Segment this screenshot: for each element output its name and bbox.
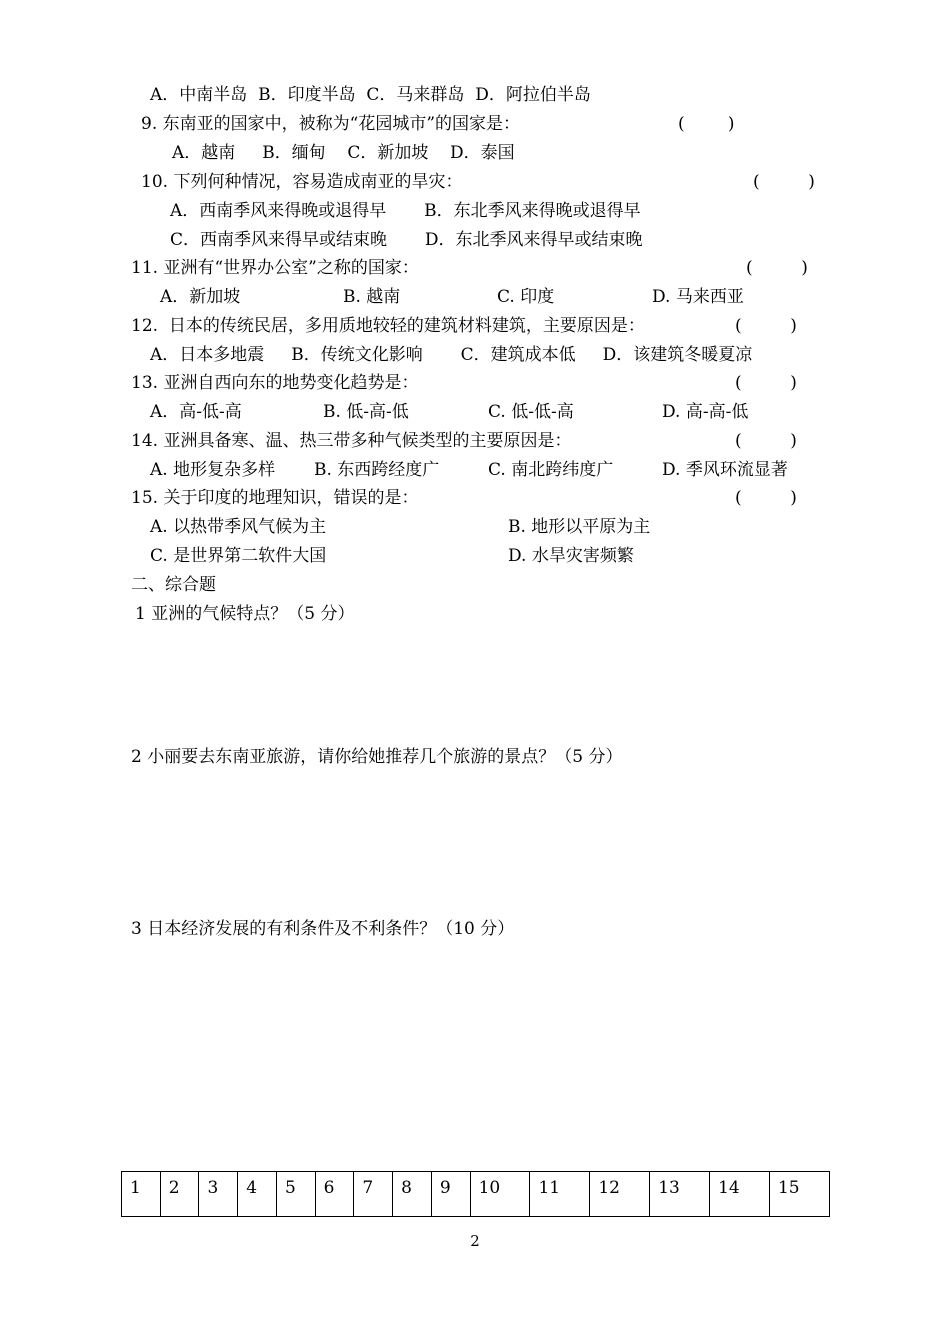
q15-answer-blank: ( ) <box>735 488 797 508</box>
essay-question-1: 1 亚洲的气候特点？（5 分） <box>135 604 355 624</box>
q14-option-a: A. 地形复杂多样 <box>150 460 276 480</box>
q15-option-d: D. 水旱灾害频繁 <box>508 546 634 566</box>
q14-answer-blank: ( ) <box>735 431 797 451</box>
answer-cell-7[interactable]: 7 <box>354 1172 393 1217</box>
q14-option-c: C. 南北跨纬度广 <box>488 460 614 480</box>
q15-stem: 15. 关于印度的地理知识，错误的是： <box>131 488 419 508</box>
q14-option-d: D. 季风环流显著 <box>662 460 788 480</box>
q11-option-c: C. 印度 <box>497 287 555 307</box>
q12-options: A．日本多地震 B．传统文化影响 C．建筑成本低 D．该建筑冬暖夏凉 <box>150 345 753 365</box>
q9-options: A．越南 B．缅甸 C．新加坡 D．泰国 <box>172 143 515 163</box>
q9-answer-blank: ( ) <box>678 114 735 134</box>
answer-cell-9[interactable]: 9 <box>431 1172 470 1217</box>
q13-answer-blank: ( ) <box>735 373 797 393</box>
answer-cell-1[interactable]: 1 <box>122 1172 161 1217</box>
q15-option-a: A. 以热带季风气候为主 <box>150 517 327 537</box>
essay-question-3: 3 日本经济发展的有利条件及不利条件？（10 分） <box>131 919 515 939</box>
essay-question-2: 2 小丽要去东南亚旅游，请你给她推荐几个旅游的景点？（5 分） <box>131 747 623 767</box>
section-heading: 二、综合题 <box>131 575 216 595</box>
q15-option-c: C. 是世界第二软件大国 <box>150 546 327 566</box>
q13-option-c: C. 低-低-高 <box>488 402 574 422</box>
q11-option-a: A．新加坡 <box>160 287 241 307</box>
answer-cell-6[interactable]: 6 <box>315 1172 354 1217</box>
q13-stem: 13. 亚洲自西向东的地势变化趋势是： <box>131 373 419 393</box>
answer-cell-10[interactable]: 10 <box>470 1172 530 1217</box>
answer-cell-14[interactable]: 14 <box>710 1172 770 1217</box>
answer-cell-15[interactable]: 15 <box>769 1172 829 1217</box>
q10-answer-blank: ( ) <box>753 172 815 192</box>
q10-options-cd: C．西南季风来得早或结束晚 D．东北季风来得早或结束晚 <box>170 230 643 250</box>
answer-cell-4[interactable]: 4 <box>238 1172 277 1217</box>
q11-option-d: D. 马来西亚 <box>652 287 744 307</box>
q8-options: A．中南半岛 B．印度半岛 C．马来群岛 D．阿拉伯半岛 <box>150 85 591 105</box>
q11-option-b: B. 越南 <box>343 287 401 307</box>
q9-stem: 9. 东南亚的国家中，被称为“花园城市”的国家是： <box>141 114 521 134</box>
answer-cell-11[interactable]: 11 <box>530 1172 590 1217</box>
q10-stem: 10. 下列何种情况，容易造成南亚的旱灾： <box>141 172 463 192</box>
q14-stem: 14. 亚洲具备寒、温、热三带多种气候类型的主要原因是： <box>131 431 572 451</box>
q15-option-b: B. 地形以平原为主 <box>508 517 651 537</box>
q13-option-a: A．高-低-高 <box>150 402 242 422</box>
q14-option-b: B. 东西跨经度广 <box>314 460 440 480</box>
answer-grid <box>121 1171 830 1217</box>
page-number: 2 <box>470 1232 480 1250</box>
answer-cell-3[interactable]: 3 <box>199 1172 238 1217</box>
q11-stem: 11. 亚洲有“世界办公室”之称的国家： <box>131 258 419 278</box>
answer-grid-row <box>122 1172 830 1217</box>
answer-cell-5[interactable]: 5 <box>276 1172 315 1217</box>
answer-cell-8[interactable]: 8 <box>393 1172 432 1217</box>
q12-answer-blank: ( ) <box>735 316 797 336</box>
q11-answer-blank: ( ) <box>746 258 808 278</box>
q12-stem: 12. 日本的传统民居，多用质地较轻的建筑材料建筑，主要原因是： <box>131 316 645 336</box>
q13-option-d: D. 高-高-低 <box>662 402 749 422</box>
q13-option-b: B. 低-高-低 <box>323 402 409 422</box>
answer-cell-12[interactable]: 12 <box>590 1172 650 1217</box>
q10-options-ab: A．西南季风来得晚或退得早 B．东北季风来得晚或退得早 <box>170 201 641 221</box>
answer-cell-2[interactable]: 2 <box>160 1172 199 1217</box>
answer-cell-13[interactable]: 13 <box>650 1172 710 1217</box>
